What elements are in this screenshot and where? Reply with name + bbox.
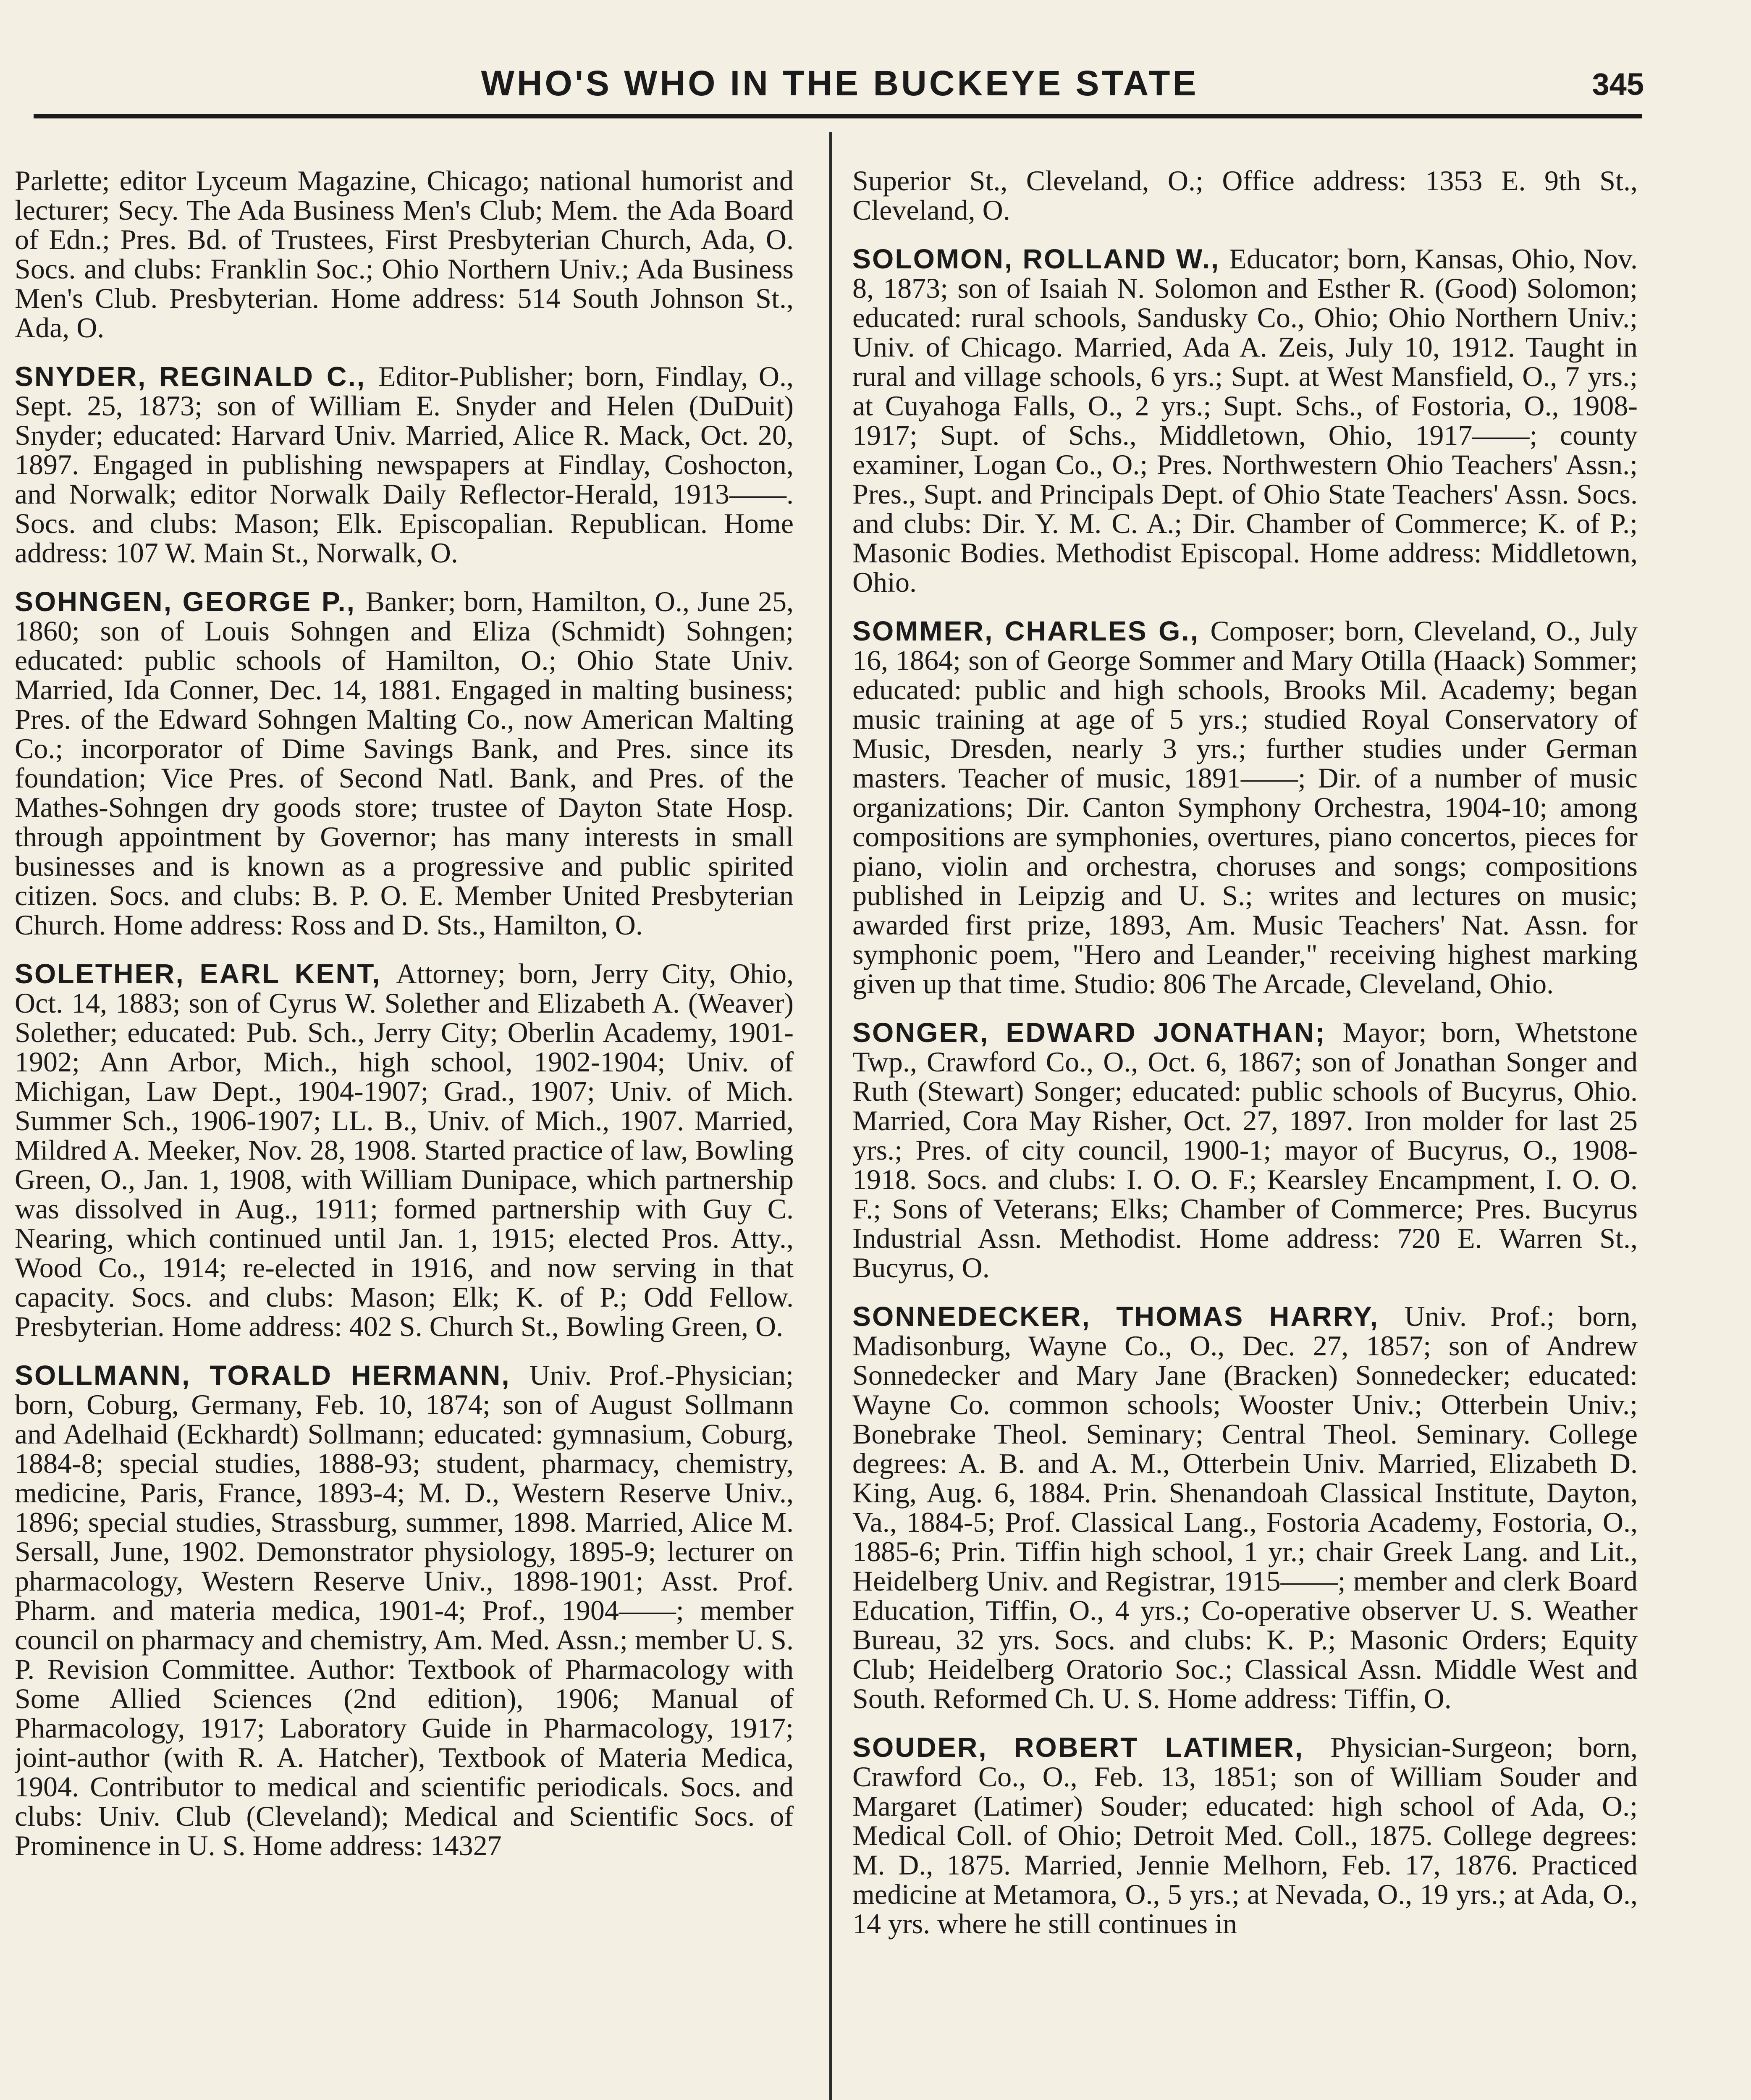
entry bbox=[852, 1732, 1638, 1938]
entry-text: Univ. Prof.; born, Madisonburg, Wayne Co., O., Dec. 27, 1857; son of Andrew Sonnedecker and Mary Jane (Bracken) Sonnedecker; educated: Wayne Co. common schools; Wooster Univ.; Otterbein Univ.; Bonebrake Theol. Seminary; Central Theol. Seminary. College degrees: A. B. and A. M., Otterbein Univ. Married, Elizabeth D. King, Aug. 6, 1884. Prin. Shenandoah Classical Institute, Dayton, Va., 1884-5; Prof. Classical Lang., Fostoria Academy, Fostoria, O., 1885-6; Prin. Tiffin high school, 1 yr.; chair Greek Lang. and Lit., Heidelberg Univ. and Registrar, 1915——; member and clerk Board Education, Tiffin, O., 4 yrs.; Co-operative observer U. S. Weather Bureau, 32 yrs. Socs. and clubs: K. P.; Masonic Orders; Equity Club; Heidelberg Oratorio Soc.; Classical Assn. Middle West and South. Reformed Ch. U. S. Home address: Tiffin, O. bbox=[852, 1300, 1638, 1714]
running-title: WHO'S WHO IN THE BUCKEYE STATE bbox=[481, 63, 1199, 103]
entry-text: Univ. Prof.-Physician; born, Coburg, Germany, Feb. 10, 1874; son of August Sollmann and Adelhaid (Eckhardt) Sollmann; educated: gymnasium, Coburg, 1884-8; special studies, 1888-93; student, pharmacy, chemistry, medicine, Paris, France, 1893-4; M. D., Western Reserve Univ., 1896; special studies, Strassburg, summer, 1898. Married, Alice M. Sersall, June, 1902. Demonstrator physiology, 1895-9; lecturer on pharmacology, Western Reserve Univ., 1898-1901; Asst. Prof. Pharm. and materia medica, 1901-4; Prof., 1904——; member council on pharmacy and chemistry, Am. Med. Assn.; member U. S. P. Revision Committee. Author: Textbook of Pharmacology with Some Allied Sciences (2nd edition), 1906; Manual of Pharmacology, 1917; Laboratory Guide in Pharmacology, 1917; joint-author (with R. A. Hatcher), Textbook of Materia Medica, 1904. Contributor to medical and scientific periodicals. Socs. and clubs: Univ. Club (Cleveland); Medical and Scientific Socs. of Prominence in U. S. Home address: 14327 bbox=[15, 1359, 794, 1861]
entry-name: SOUDER, ROBERT LATIMER, bbox=[852, 1732, 1331, 1763]
entry-name: SOLETHER, EARL KENT, bbox=[15, 958, 396, 989]
entry-text: Attorney; born, Jerry City, Ohio, Oct. 14, 1883; son of Cyrus W. Solether and Elizabeth A. (Weaver) Solether; educated: Pub. Sch., Jerry City; Oberlin Academy, 1901-1902; Ann Arbor, Mich., high school, 1902-1904; Univ. of Michigan, Law Dept., 1904-1907; Grad., 1907; Univ. of Mich. Summer Sch., 1906-1907; LL. B., Univ. of Mich., 1907. Married, Mildred A. Meeker, Nov. 28, 1908. Started practice of law, Bowling Green, O., Jan. 1, 1908, with William Dunipace, which partnership was dissolved in Aug., 1911; formed partnership with Guy C. Nearing, which continued until Jan. 1, 1915; elected Pros. Atty., Wood Co., 1914; re-elected in 1916, and now serving in that capacity. Socs. and clubs: Mason; Elk; K. of P.; Odd Fellow. Presbyterian. Home address: 402 S. Church St., Bowling Green, O. bbox=[15, 958, 794, 1342]
entry bbox=[15, 587, 794, 940]
entry-name: SNYDER, REGINALD C., bbox=[15, 361, 379, 392]
left-column bbox=[15, 166, 794, 2100]
entry bbox=[852, 244, 1638, 597]
column-divider bbox=[829, 132, 832, 2100]
entry-text: Parlette; editor Lyceum Magazine, Chicago; national humorist and lecturer; Secy. The Ada Business Men's Club; Mem. the Ada Board of Edn.; Pres. Bd. of Trustees, First Presbyterian Church, Ada, O. Socs. and clubs: Franklin Soc.; Ohio Northern Univ.; Ada Business Men's Club. Presbyterian. Home address: 514 South Johnson St., Ada, O. bbox=[15, 166, 794, 344]
entry-name: SOMMER, CHARLES G., bbox=[852, 615, 1211, 646]
entry bbox=[852, 166, 1638, 225]
entry-text: Composer; born, Cleveland, O., July 16, 1864; son of George Sommer and Mary Otilla (Haack) Sommer; educated: public and high schools, Brooks Mil. Academy; began music training at age of 5 yrs.; studied Royal Conservatory of Music, Dresden, nearly 3 yrs.; further studies under German masters. Teacher of music, 1891——; Dir. of a number of music organizations; Dir. Canton Symphony Orchestra, 1904-10; among compositions are symphonies, overtures, piano concertos, pieces for piano, violin and orchestra, choruses and songs; compositions published in Leipzig and U. S.; writes and lectures on music; awarded first prize, 1893, Am. Music Teachers' Nat. Assn. for symphonic poem, "Hero and Leander," receiving highest marking given up that time. Studio: 806 The Arcade, Cleveland, Ohio. bbox=[852, 615, 1638, 1000]
entry-name: SONNEDECKER, THOMAS HARRY, bbox=[852, 1301, 1405, 1332]
entry-text: Editor-Publisher; born, Findlay, O., Sept. 25, 1873; son of William E. Snyder and Helen (DuDuit) Snyder; educated: Harvard Univ. Married, Alice R. Mack, Oct. 20, 1897. Engaged in publishing newspapers at Findlay, Coshocton, and Norwalk; editor Norwalk Daily Reflector-Herald, 1913——. Socs. and clubs: Mason; Elk. Episcopalian. Republican. Home address: 107 W. Main St., Norwalk, O. bbox=[15, 360, 794, 569]
entry bbox=[852, 1302, 1638, 1713]
entry bbox=[852, 616, 1638, 998]
entry-text: Banker; born, Hamilton, O., June 25, 1860; son of Louis Sohngen and Eliza (Schmidt) Sohngen; educated: public schools of Hamilton, O.; Ohio State Univ. Married, Ida Conner, Dec. 14, 1881. Engaged in malting business; Pres. of the Edward Sohngen Malting Co., now American Malting Co.; incorporator of Dime Savings Bank, and Pres. since its foundation; Vice Pres. of Second Natl. Bank, and Pres. of the Mathes-Sohngen dry goods store; trustee of Dayton State Hosp. through appointment by Governor; has many interests in small businesses and is known as a progressive and public spirited citizen. Socs. and clubs: B. P. O. E. Member United Presbyterian Church. Home address: Ross and D. Sts., Hamilton, O. bbox=[15, 585, 794, 941]
entry bbox=[852, 1018, 1638, 1282]
entry-text: Mayor; born, Whetstone Twp., Crawford Co., O., Oct. 6, 1867; son of Jonathan Songer and Ruth (Stewart) Songer; educated: public schools of Bucyrus, Ohio. Married, Cora May Risher, Oct. 27, 1897. Iron molder for last 25 yrs.; Pres. of city council, 1900-1; mayor of Bucyrus, O., 1908-1918. Socs. and clubs: I. O. O. F.; Kearsley Encampment, I. O. O. F.; Sons of Veterans; Elks; Chamber of Commerce; Pres. Bucyrus Industrial Assn. Methodist. Home address: 720 E. Warren St., Bucyrus, O. bbox=[852, 1016, 1638, 1284]
entry-name: SONGER, EDWARD JONATHAN; bbox=[852, 1017, 1343, 1048]
header-rule bbox=[34, 114, 1642, 118]
entry bbox=[15, 166, 794, 342]
entry bbox=[15, 959, 794, 1341]
entry-text: Physician-Surgeon; born, Crawford Co., O., Feb. 13, 1851; son of William Souder and Margaret (Latimer) Souder; educated: high school of Ada, O.; Medical Coll. of Ohio; Detroit Med. Coll., 1875. College degrees: M. D., 1875. Married, Jennie Melhorn, Feb. 17, 1876. Practiced medicine at Metamora, O., 5 yrs.; at Nevada, O., 19 yrs.; at Ada, O., 14 yrs. where he still continues in bbox=[852, 1731, 1638, 1940]
entry-text: Educator; born, Kansas, Ohio, Nov. 8, 1873; son of Isaiah N. Solomon and Esther R. (Good) Solomon; educated: rural schools, Sandusky Co., Ohio; Ohio Northern Univ.; Univ. of Chicago. Married, Ada A. Zeis, July 10, 1912. Taught in rural and village schools, 6 yrs.; Supt. at West Mansfield, O., 7 yrs.; at Cuyahoga Falls, O., 2 yrs.; Supt. Schs., of Fostoria, O., 1908-1917; Supt. of Schs., Middletown, Ohio, 1917——; county examiner, Logan Co., O.; Pres. Northwestern Ohio Teachers' Assn.; Pres., Supt. and Principals Dept. of Ohio State Teachers' Assn. Socs. and clubs: Dir. Y. M. C. A.; Dir. Chamber of Commerce; K. of P.; Masonic Bodies. Methodist Episcopal. Home address: Middletown, Ohio. bbox=[852, 243, 1638, 598]
entry bbox=[15, 362, 794, 567]
page-header bbox=[0, 63, 1751, 113]
page-number: 345 bbox=[1592, 67, 1644, 102]
entry-name: SOHNGEN, GEORGE P., bbox=[15, 586, 366, 617]
entry-name: SOLOMON, ROLLAND W., bbox=[852, 243, 1229, 274]
entry bbox=[15, 1360, 794, 1860]
entry-name: SOLLMANN, TORALD HERMANN, bbox=[15, 1360, 529, 1391]
right-column bbox=[852, 166, 1638, 2100]
entry-text: Superior St., Cleveland, O.; Office address: 1353 E. 9th St., Cleveland, O. bbox=[852, 166, 1638, 226]
